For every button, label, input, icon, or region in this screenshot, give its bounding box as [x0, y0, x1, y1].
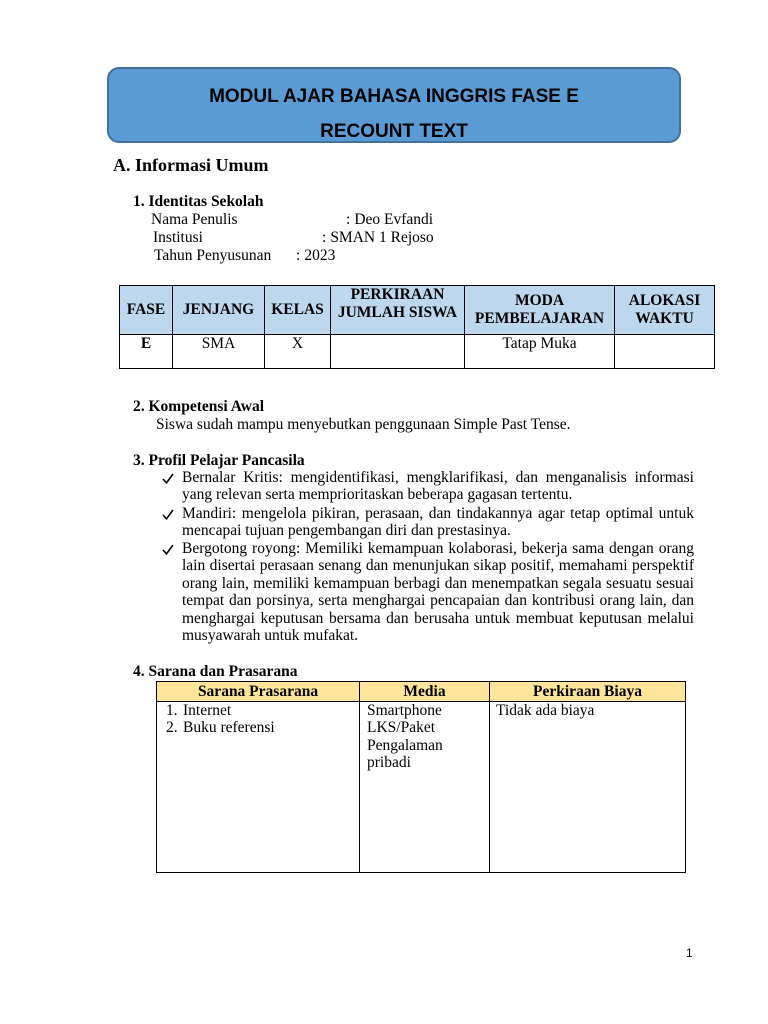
identitas-value-wrap	[296, 247, 335, 264]
identitas-separator: :	[322, 229, 327, 246]
identitas-row-institusi	[0, 229, 768, 247]
info-table-cell-moda: Tatap Muka	[465, 335, 615, 369]
info-table-row	[120, 335, 715, 369]
list-number: 1.	[166, 702, 178, 719]
list-number: 2.	[166, 719, 178, 737]
list-item	[162, 540, 694, 644]
identitas-label: Nama Penulis	[151, 211, 238, 228]
checkmark-icon	[162, 473, 174, 484]
sarana-table-header-media: Media	[360, 682, 490, 702]
identitas-label: Tahun Penyusunan	[154, 247, 272, 264]
sarana-heading: 4. Sarana dan Prasarana	[133, 663, 298, 680]
info-table-header-fase: FASE	[120, 286, 173, 335]
media-item: Smartphone	[367, 702, 442, 719]
sarana-table	[156, 681, 686, 873]
identitas-value: 2023	[304, 247, 336, 264]
identitas-row-tahun-penyusunan	[0, 247, 768, 265]
list-item-text: Buku referensi	[183, 719, 275, 737]
list-item-text: Internet	[183, 702, 232, 719]
identitas-value-wrap	[346, 211, 433, 228]
kompetensi-heading: 2. Kompetensi Awal	[133, 398, 265, 415]
checkmark-icon	[162, 544, 174, 555]
list-item	[162, 469, 694, 504]
page-number: 1	[686, 946, 693, 960]
info-table-cell-fase: E	[120, 335, 173, 369]
list-item	[166, 719, 355, 736]
document-title: MODUL AJAR BAHASA INGGRIS FASE E	[209, 86, 579, 107]
info-table-header-moda: MODA PEMBELAJARAN	[465, 286, 615, 335]
identitas-value: SMAN 1 Rejoso	[330, 229, 434, 246]
media-item: Pengalaman pribadi	[367, 736, 443, 772]
info-table-cell-alokasi	[615, 335, 715, 369]
checkmark-icon	[162, 509, 174, 520]
list-item	[162, 505, 694, 540]
info-table-header-kelas: KELAS	[265, 286, 331, 335]
info-table-cell-jumlah-siswa	[331, 335, 465, 369]
info-table-cell-jenjang: SMA	[173, 335, 265, 369]
profil-list	[162, 469, 694, 645]
media-item: LKS/Paket	[367, 719, 436, 737]
sarana-cell-media	[360, 702, 490, 873]
list-item	[166, 702, 355, 719]
list-item-text: Mandiri: mengelola pikiran, perasaan, dan tindakannya agar tetap optimal untuk mencapai tujuan pengembangan diri dan prestasinya.	[182, 504, 694, 539]
identitas-row-nama-penulis	[0, 211, 768, 229]
list-item-text: Bergotong royong: Memiliki kemampuan kolaborasi, bekerja sama dengan orang lain disertai perasaan senang dan menunjukan sikap positif, memahami perspektif orang lain, memiliki kemampuan berbagi dan menempatkan segala sesuatu sesuai tempat dan porsinya, serta menghargai pencapaian dan kontribusi orang lain, dan menghargai keputusan bersama dan berusaha untuk membuat keputusan melalui musyawarah untuk mufakat.	[182, 540, 694, 645]
info-table-header-row	[120, 286, 715, 335]
sarana-table-header-biaya: Perkiraan Biaya	[490, 682, 686, 702]
info-table-header-alokasi: ALOKASI WAKTU	[615, 286, 715, 335]
document-subtitle: RECOUNT TEXT	[320, 121, 468, 142]
kompetensi-text: Siswa sudah mampu menyebutkan penggunaan Simple Past Tense.	[156, 416, 571, 433]
identitas-separator: :	[296, 247, 301, 264]
info-table-cell-kelas: X	[265, 335, 331, 369]
title-box	[107, 67, 681, 143]
sarana-cell-biaya: Tidak ada biaya	[490, 702, 686, 873]
sarana-cell-prasarana	[157, 702, 360, 873]
profil-heading: 3. Profil Pelajar Pancasila	[133, 452, 305, 469]
identitas-heading: 1. Identitas Sekolah	[133, 193, 264, 210]
identitas-value: Deo Evfandi	[354, 211, 434, 228]
info-table	[119, 285, 715, 369]
info-table-header-jumlah-siswa: PERKIRAAN JUMLAH SISWA	[331, 286, 465, 335]
identitas-separator: :	[346, 211, 351, 228]
sarana-table-header-prasarana: Sarana Prasarana	[157, 682, 360, 702]
identitas-label: Institusi	[153, 229, 203, 246]
section-a-heading: A. Informasi Umum	[113, 155, 269, 175]
list-item-text: Bernalar Kritis: mengidentifikasi, mengklarifikasi, dan menganalisis informasi yang relevan serta memprioritaskan beberapa gagasan tertentu.	[182, 469, 694, 504]
info-table-header-jenjang: JENJANG	[173, 286, 265, 335]
identitas-value-wrap	[322, 229, 434, 246]
sarana-table-header-row	[157, 682, 686, 702]
sarana-table-row	[157, 702, 686, 873]
